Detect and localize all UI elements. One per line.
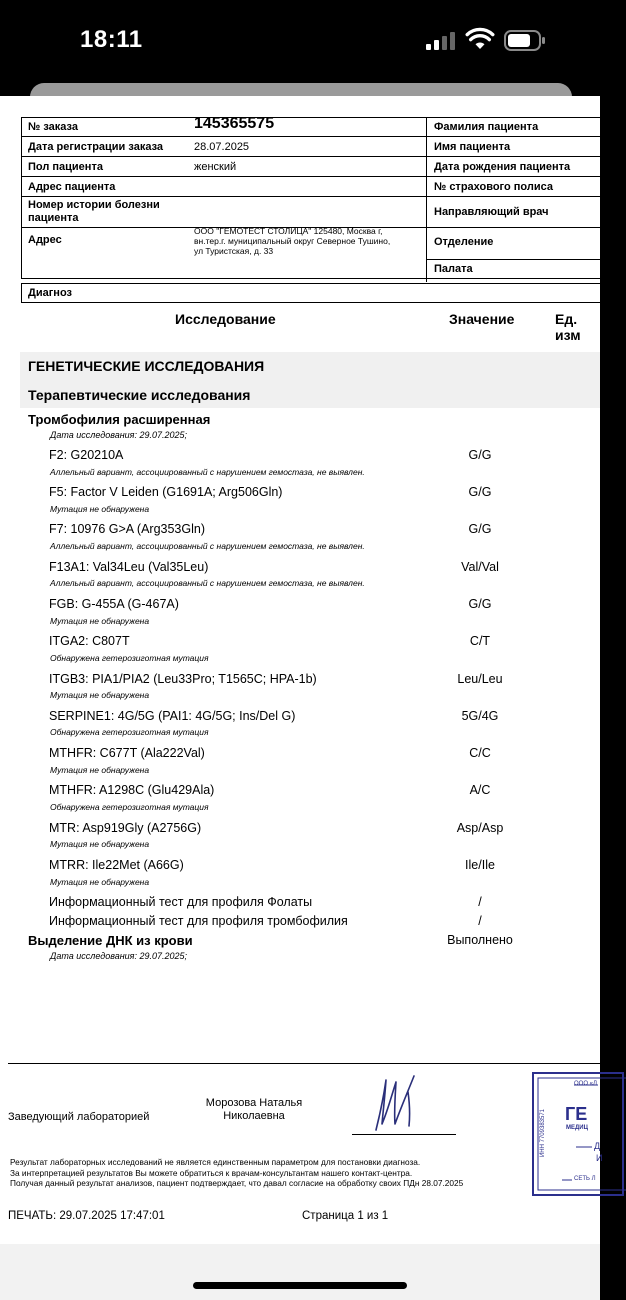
group-dna-title: Выделение ДНК из крови bbox=[28, 933, 193, 948]
test-value: G/G bbox=[468, 597, 492, 611]
info-test-name: Информационный тест для профиля Фолаты bbox=[49, 895, 313, 909]
diagnosis-label: Диагноз bbox=[28, 287, 72, 299]
stamp-sub: МЕДИЦ bbox=[566, 1125, 588, 1131]
test-value: G/G bbox=[468, 485, 492, 499]
column-header-unit: Ед. изм bbox=[555, 311, 581, 343]
document-sheet[interactable] bbox=[0, 96, 603, 1300]
stamp-brand: ГЕ bbox=[565, 1104, 588, 1124]
surname-label: Фамилия пациента bbox=[434, 121, 539, 133]
test-note: Обнаружена гетерозиготная мутация bbox=[50, 653, 209, 663]
test-name: F5: Factor V Leiden (G1691A; Arg506Gln) bbox=[49, 485, 283, 499]
test-note: Аллельный вариант, ассоциированный с нарушением гемостаза, не выявлен. bbox=[50, 467, 365, 477]
test-note: Обнаружена гетерозиготная мутация bbox=[50, 802, 209, 812]
order-label: № заказа bbox=[28, 121, 78, 133]
order-value: 145365575 bbox=[194, 115, 275, 132]
subsection-therapeutic bbox=[20, 382, 600, 408]
stamp-mid2: И bbox=[596, 1153, 603, 1163]
test-note: Мутация не обнаружена bbox=[50, 690, 150, 700]
signature-icon bbox=[364, 1072, 434, 1134]
test-note: Мутация не обнаружена bbox=[50, 504, 150, 514]
section-genetic bbox=[20, 352, 600, 382]
test-name: ITGB3: PIA1/PIA2 (Leu33Pro; T1565C; HPA-1b) bbox=[49, 672, 317, 686]
test-note: Мутация не обнаружена bbox=[50, 616, 150, 626]
test-note: Мутация не обнаружена bbox=[50, 877, 150, 887]
test-name: MTHFR: C677T (Ala222Val) bbox=[49, 746, 205, 760]
stamp-top-text: ООО «Л bbox=[574, 1081, 597, 1087]
test-note: Аллельный вариант, ассоциированный с нарушением гемостаза, не выявлен. bbox=[50, 578, 365, 588]
stamp-mid: Д bbox=[594, 1141, 601, 1151]
study-date: Дата исследования: 29.07.2025; bbox=[50, 430, 188, 440]
test-note: Мутация не обнаружена bbox=[50, 839, 150, 849]
head-label: Заведующий лабораторией bbox=[8, 1111, 150, 1123]
reg-date-label: Дата регистрации заказа bbox=[28, 141, 164, 153]
test-note: Обнаружена гетерозиготная мутация bbox=[50, 727, 209, 737]
birth-date-label: Дата рождения пациента bbox=[434, 161, 571, 173]
address-value: ООО "ГЕМОТЕСТ СТОЛИЦА" 125480, Москва г, вн.тер.г. муниципальный округ Северное Тушино, ул Туристская, д. 33 bbox=[194, 226, 391, 256]
diagnosis-row bbox=[21, 283, 621, 303]
footer-divider bbox=[8, 1063, 608, 1064]
info-test-value: / bbox=[478, 895, 482, 909]
test-name: ITGA2: C807T bbox=[49, 634, 130, 648]
test-value: Leu/Leu bbox=[457, 672, 503, 686]
test-name: MTRR: Ile22Met (A66G) bbox=[49, 858, 184, 872]
group-dna-value: Выполнено bbox=[447, 933, 513, 947]
sex-label: Пол пациента bbox=[28, 161, 103, 173]
test-name: MTHFR: A1298C (Glu429Ala) bbox=[49, 783, 215, 797]
doctor-label: Направляющий врач bbox=[434, 206, 549, 218]
sex-value: женский bbox=[194, 161, 237, 173]
home-indicator[interactable] bbox=[193, 1282, 407, 1289]
test-value: G/G bbox=[468, 448, 492, 462]
print-timestamp: ПЕЧАТЬ: 29.07.2025 17:47:01 bbox=[8, 1210, 165, 1222]
study-date: Дата исследования: 29.07.2025; bbox=[50, 951, 188, 961]
head-name: Морозова Наталья Николаевна bbox=[205, 1097, 303, 1122]
test-name: F7: 10976 G>A (Arg353Gln) bbox=[49, 522, 205, 536]
disclaimer-line: За интерпретацией результатов Вы можете обратиться к врачам-консультантам нашего контакт-центра. bbox=[10, 1168, 413, 1178]
signature-line bbox=[352, 1134, 456, 1135]
test-value: G/G bbox=[468, 522, 492, 536]
test-value: Asp/Asp bbox=[456, 821, 504, 835]
insurance-label: № страхового полиса bbox=[434, 181, 553, 193]
test-name: F2: G20210A bbox=[49, 448, 124, 462]
company-stamp bbox=[532, 1072, 603, 1196]
group-title: Тромбофилия расширенная bbox=[28, 412, 211, 427]
patient-header-table bbox=[21, 117, 621, 279]
wifi-icon bbox=[466, 28, 494, 50]
column-header-study: Исследование bbox=[175, 311, 276, 327]
disclaimer-line: Получая данный результат анализов, пациент подтверждает, что давал согласие на обработку своих ПДн 28.07.2025 bbox=[10, 1178, 464, 1188]
name-label: Имя пациента bbox=[434, 141, 511, 153]
test-value: 5G/4G bbox=[461, 709, 499, 723]
info-test-value: / bbox=[478, 914, 482, 928]
test-value: A/C bbox=[469, 783, 491, 797]
test-value: C/T bbox=[469, 634, 491, 648]
info-test-name: Информационный тест для профиля тромбофилия bbox=[49, 914, 348, 928]
test-name: MTR: Asp919Gly (A2756G) bbox=[49, 821, 202, 835]
test-value: Val/Val bbox=[461, 560, 499, 574]
history-label: Номер истории болезни пациента bbox=[28, 199, 160, 224]
battery-icon bbox=[504, 30, 546, 51]
page-number: Страница 1 из 1 bbox=[302, 1210, 389, 1222]
test-value: C/C bbox=[469, 746, 491, 760]
test-note: Мутация не обнаружена bbox=[50, 765, 150, 775]
stamp-inn: ИНН 7709383571 bbox=[540, 1109, 546, 1158]
status-bar bbox=[0, 0, 600, 82]
department-label: Отделение bbox=[434, 236, 494, 248]
stamp-bottom-text: СЕТЬ Л bbox=[574, 1176, 596, 1182]
status-time: 18:11 bbox=[80, 26, 143, 53]
subsection-title: Терапевтические исследования bbox=[28, 387, 251, 403]
test-name: SERPINE1: 4G/5G (PAI1: 4G/5G; Ins/Del G) bbox=[49, 709, 296, 723]
patient-address-label: Адрес пациента bbox=[28, 181, 116, 193]
test-name: F13A1: Val34Leu (Val35Leu) bbox=[49, 560, 209, 574]
address-label: Адрес bbox=[28, 234, 62, 246]
test-note: Аллельный вариант, ассоциированный с нарушением гемостаза, не выявлен. bbox=[50, 541, 365, 551]
test-value: Ile/Ile bbox=[465, 858, 495, 872]
test-name: FGB: G-455A (G-467A) bbox=[49, 597, 179, 611]
document-page bbox=[0, 96, 603, 1244]
reg-date-value: 28.07.2025 bbox=[194, 141, 250, 153]
disclaimer-line: Результат лабораторных исследований не является единственным параметром для постановки диагноза. bbox=[10, 1157, 421, 1167]
column-header-value: Значение bbox=[449, 311, 515, 327]
section-title: ГЕНЕТИЧЕСКИЕ ИССЛЕДОВАНИЯ bbox=[28, 358, 265, 374]
cellular-signal-icon bbox=[426, 32, 456, 50]
ward-label: Палата bbox=[434, 263, 473, 275]
